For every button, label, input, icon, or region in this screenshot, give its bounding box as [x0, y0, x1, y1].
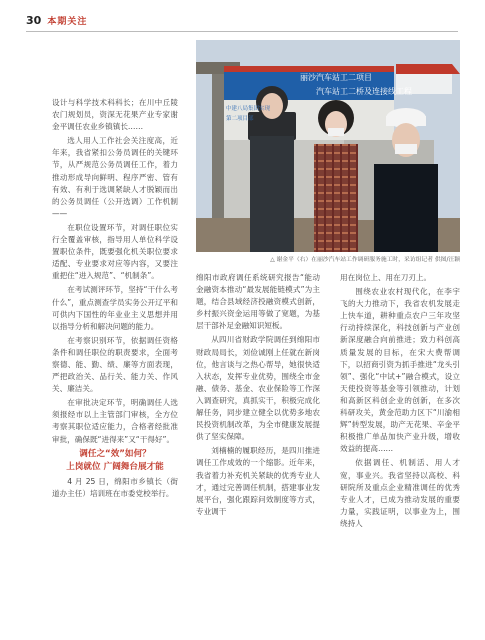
- article-photo: [196, 40, 460, 252]
- column-1-paragraphs: [52, 97, 178, 446]
- board-sub-text: 第二项目部: [226, 116, 254, 122]
- column-1-tail-paragraph: 4 月 25 日，绵阳市乡镇长（街道办主任）培训班在市委党校举行。: [52, 476, 178, 498]
- column-3-paragraphs: [340, 272, 460, 530]
- paragraph: 从四川省财政学院调任到绵阳市财政局局长，刘俭诚刚上任就在新岗位，他言谈与之热心帮导，她很快适入状态，发挥专业优势，围绕全市金融、债务、基金、农业保险等工作深入调查研究，真抓实干，积极完成化解任务，同步建立健全以优势多地农民投资机制改革，为全市健康发展提供了坚实保障。: [196, 335, 320, 442]
- sign-line-2: 汽车站工二桥及连接线工程: [316, 87, 412, 96]
- section-subhead: [52, 448, 178, 474]
- photo-illustration: [196, 40, 460, 252]
- paragraph: 在审批决定环节，明确调任人选须报经市以上主管部门审核，全方位考察其职位适应能力，合格者经批准审批，确保既“进得来”又“干得好”。: [52, 398, 178, 444]
- article-column-2: [196, 272, 320, 520]
- page-number: 30: [26, 14, 42, 27]
- article-column-1: [52, 97, 178, 502]
- paragraph: 在考试测评环节，坚持“干什么考什么”，重点测查学员实务公开辽平和可供内下国性的年业业主义思想并用以指导分析和解决问题的能力。: [52, 285, 178, 331]
- article-column-3: [340, 272, 460, 532]
- subhead-question: 调任之“效”如何？: [79, 448, 151, 459]
- paragraph: 在考察识别环节，依据调任资格条件和调任职位的职责要求，全面考察德、能、勤、绩、廉等方面表现，严把政治关、品行关、能力关、作风关、廉洁关。: [52, 335, 178, 394]
- photo-caption: △ 谢金平（右）在丽沙汽车站工作调研服务施工时，采访组记者 供图/汪颖: [270, 257, 460, 263]
- paragraph: 刘楠楠的履职经历，是四川推进调任工作成效的一个缩影。近年来，我省着力补充机关紧缺的优秀专业人才，通过完善调任机制，搭建事业发展平台，强化跟踪问效制度等方式，专业调干: [196, 446, 320, 516]
- board-left-text: 中建八局集团实现: [226, 106, 271, 112]
- header-rule: [26, 31, 458, 32]
- page-header: [26, 14, 87, 27]
- paragraph: 在职位设置环节，对调任职位实行全覆盖审核，指导用人单位科学设置职位条件，既要强化机关职位要求适配、专业要求对应等内容，又要注重把住“进入规范”、“机制条”。: [52, 222, 178, 281]
- paragraph: 依据调任、机制活、用人才宽，事业兴。我省坚持以高校、科研院所及重点企业精准调任的优秀专业人才，已成为推动发展的重要力量，实践证明，以事业为上，围绕持人: [340, 458, 460, 528]
- section-title: 本期关注: [47, 17, 88, 27]
- subhead-subtitle: 上岗就位 广阔舞台展才能: [66, 461, 164, 472]
- paragraph: 围绕农业农村现代化，在李宇飞的大力推动下，我省农机发展走上快车道，耕种重点农户三年攻坚行动持续深化，科技创新与产业创新深度融合向前推进；致力科创高质量发展的目标，在宋大费帮调下，以招商引资为抓手推进“龙头引领”、强化“中试+”融合模式，设立天使投资等基金等引领推动，计划和高新区科创企业的创新，在多次科研攻关，黄金范助力区下“川渝相辉”转型发展，助产无花果、辛金平积极推广单品加快产业升级，增收效益的提高……: [340, 287, 460, 454]
- paragraph: 绵阳市政府调任系统研究报告“能动金融资本推动“最发展能链模式”为主题，结合县域经济投融资模式创新，乡村振兴资金运用等做了宽题，为基层干部补足金融知识短板。: [196, 273, 320, 331]
- sign-line-1: 丽沙汽车站工二项目: [300, 73, 372, 82]
- paragraph: 选人用人工作社会关注度高，近年来，我省紧扣公务员调任的关键环节，从严规范公务员调任工作，着力推动形成导向鲜明、程序严密、管有有效、有利于选调紧缺人才脱颖而出的公务员调任（公开选调）工作机制——: [52, 136, 178, 218]
- column-2-paragraphs: [196, 272, 320, 518]
- paragraph: 用在岗位上、用在刀刃上。: [340, 273, 432, 282]
- paragraph: 设计与科学技术科科长；在川中丘陵农门规划员，资深无花果产业专家谢金平调任农业乡镇镇长……: [52, 98, 178, 132]
